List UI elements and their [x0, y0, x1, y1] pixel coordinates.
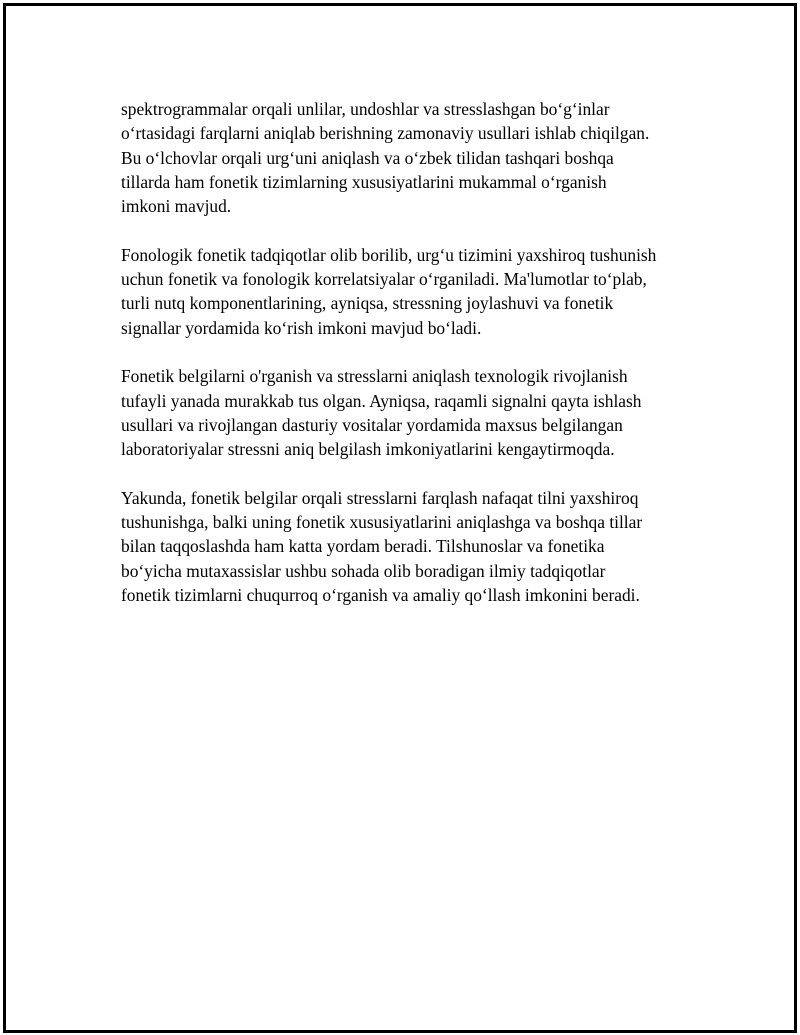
- text-line: Fonetik belgilarni o'rganish va stresslarni aniqlash texnologik rivojlanish: [121, 366, 628, 387]
- page-frame: [3, 3, 797, 1033]
- paragraph-4: [121, 486, 696, 607]
- text-line: tushunishga, balki uning fonetik xususiyatlarini aniqlashga va boshqa tillar: [121, 512, 643, 533]
- paragraph-1: [121, 97, 696, 218]
- text-line: o‘rtasidagi farqlarni aniqlab berishning zamonaviy usullari ishlab chiqilgan.: [121, 123, 650, 144]
- text-line: tillarda ham fonetik tizimlarning xususiyatlarini mukammal o‘rganish: [121, 171, 607, 192]
- text-line: turli nutq komponentlarining, ayniqsa, stressning joylashuvi va fonetik: [121, 293, 614, 314]
- paragraph-3: [121, 364, 696, 461]
- text-line: Bu o‘lchovlar orqali urg‘uni aniqlash va o‘zbek tilidan tashqari boshqa: [121, 147, 614, 168]
- document-body: [121, 97, 696, 632]
- text-line: fonetik tizimlarni chuqurroq o‘rganish va amaliy qo‘llash imkonini beradi.: [121, 584, 640, 605]
- text-line: Yakunda, fonetik belgilar orqali stresslarni farqlash nafaqat tilni yaxshiroq: [121, 487, 639, 508]
- text-line: bilan taqqoslashda ham katta yordam beradi. Tilshunoslar va fonetika: [121, 536, 605, 557]
- text-line: bo‘yicha mutaxassislar ushbu sohada olib boradigan ilmiy tadqiqotlar: [121, 560, 606, 581]
- paragraph-2: [121, 243, 696, 340]
- text-line: tufayli yanada murakkab tus olgan. Ayniqsa, raqamli signalni qayta ishlash: [121, 390, 642, 411]
- text-line: laboratoriyalar stressni aniq belgilash imkoniyatlarini kengaytirmoqda.: [121, 439, 615, 460]
- text-line: imkoni mavjud.: [121, 196, 232, 217]
- text-line: uchun fonetik va fonologik korrelatsiyalar o‘rganiladi. Ma'lumotlar to‘plab,: [121, 269, 647, 290]
- text-line: signallar yordamida ko‘rish imkoni mavjud bo‘ladi.: [121, 317, 482, 338]
- text-line: Fonologik fonetik tadqiqotlar olib borilib, urg‘u tizimini yaxshiroq tushunish: [121, 244, 657, 265]
- text-line: spektrogrammalar orqali unlilar, undoshlar va stresslashgan bo‘g‘inlar: [121, 99, 610, 119]
- text-line: usullari va rivojlangan dasturiy vositalar yordamida maxsus belgilangan: [121, 414, 623, 435]
